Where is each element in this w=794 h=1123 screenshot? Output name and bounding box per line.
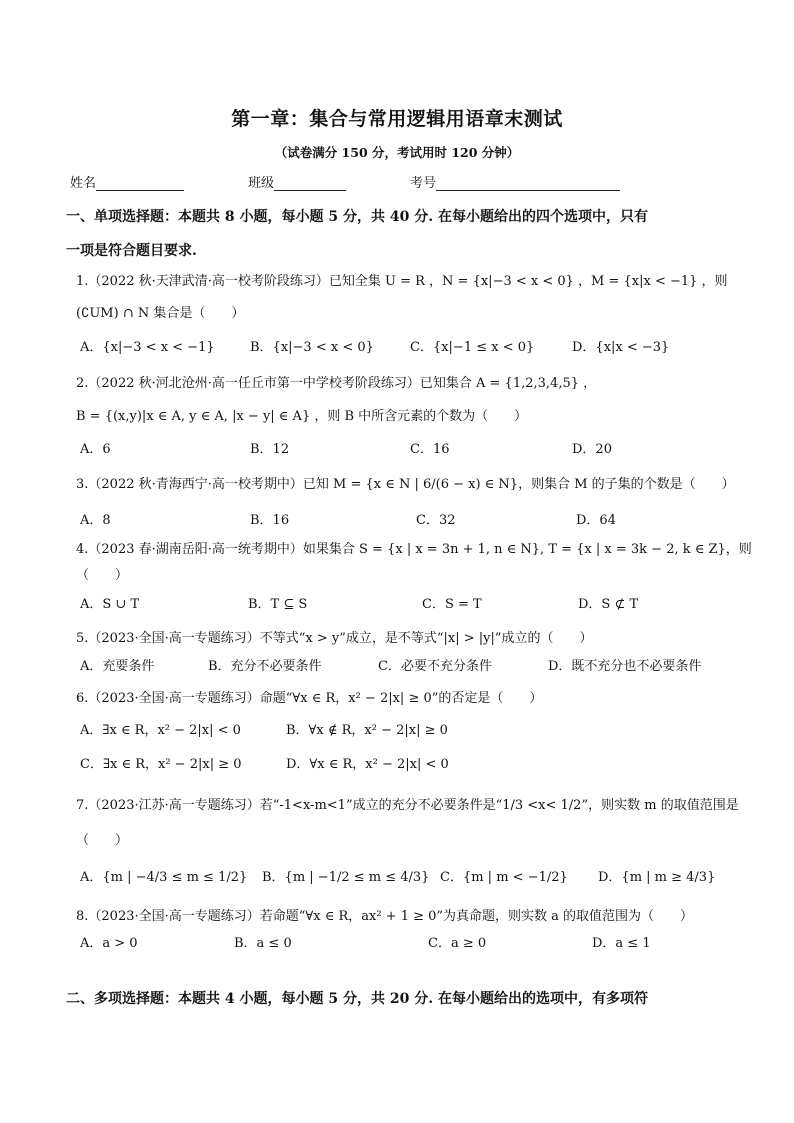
q1-option-d[interactable]: D．{x|x < −3} — [572, 340, 670, 355]
section2-heading-line1: 二、多项选择题：本题共 4 小题，每小题 5 分，共 20 分. 在每小题给出的选项中，有多项符 — [66, 991, 648, 1007]
q4-option-a[interactable]: A．S ∪ T — [80, 597, 140, 612]
exam-subtitle: （试卷满分 150 分，考试用时 120 分钟） — [274, 145, 520, 160]
q8-option-d[interactable]: D．a ≤ 1 — [592, 936, 651, 951]
number-blank[interactable] — [436, 176, 620, 191]
page-title: 第一章：集合与常用逻辑用语章末测试 — [231, 108, 563, 130]
q6-option-d[interactable]: D．∀x ∈ R，x² − 2|x| < 0 — [286, 757, 449, 772]
q1-stem-line2: (∁UM) ∩ N 集合是（ ） — [76, 306, 245, 321]
q8-option-b[interactable]: B．a ≤ 0 — [234, 936, 292, 951]
q4-option-d[interactable]: D．S ⊄ T — [578, 597, 639, 612]
q2-option-a[interactable]: A．6 — [80, 442, 111, 457]
number-label: 考号 — [410, 176, 437, 191]
class-field[interactable] — [248, 172, 346, 191]
q1-option-a[interactable]: A．{x|−3 < x < −1} — [80, 340, 215, 355]
q4-stem-line2: （ ） — [76, 568, 129, 583]
q3-option-a[interactable]: A．8 — [80, 513, 111, 528]
class-label: 班级 — [248, 176, 275, 191]
q2-stem-line1: 2.（2022 秋·河北沧州·高一任丘市第一中学校考阶段练习）已知集合 A = {1,2,3,4,5} ， — [76, 376, 597, 391]
q5-stem-line1: 5.（2023·全国·高一专题练习）不等式“x > y”成立，是不等式“|x| > |y|”成立的（ ） — [76, 631, 593, 646]
name-label: 姓名 — [70, 176, 97, 191]
q8-stem-line1: 8.（2023·全国·高一专题练习）若命题“∀x ∈ R，ax² + 1 ≥ 0”为真命题，则实数 a 的取值范围为（ ） — [76, 909, 694, 924]
q6-option-c[interactable]: C．∃x ∈ R，x² − 2|x| ≥ 0 — [80, 757, 242, 772]
name-field[interactable] — [70, 172, 184, 191]
q8-option-a[interactable]: A．a > 0 — [80, 936, 138, 951]
q4-option-c[interactable]: C．S = T — [422, 597, 482, 612]
q4-stem-line1: 4.（2023 春·湖南岳阳·高一统考期中）如果集合 S = {x | x = 3n + 1, n ∈ N}, T = {x | x = 3k − 2, k ∈ Z}，则 — [76, 542, 752, 557]
q1-option-b[interactable]: B．{x|−3 < x < 0} — [250, 340, 374, 355]
q3-option-d[interactable]: D．64 — [576, 513, 616, 528]
name-blank[interactable] — [96, 176, 184, 191]
q2-option-d[interactable]: D．20 — [572, 442, 612, 457]
class-blank[interactable] — [274, 176, 346, 191]
q2-option-b[interactable]: B．12 — [250, 442, 290, 457]
q4-option-b[interactable]: B．T ⊆ S — [248, 597, 308, 612]
q6-stem-line1: 6.（2023·全国·高一专题练习）命题“∀x ∈ R，x² − 2|x| ≥ 0”的否定是（ ） — [76, 691, 543, 706]
q3-option-b[interactable]: B．16 — [250, 513, 290, 528]
section1-heading-line1: 一、单项选择题：本题共 8 小题，每小题 5 分，共 40 分. 在每小题给出的四个选项中，只有 — [66, 209, 648, 225]
q1-option-c[interactable]: C．{x|−1 ≤ x < 0} — [410, 340, 535, 355]
q3-option-c[interactable]: C．32 — [416, 513, 456, 528]
q3-stem-line1: 3.（2022 秋·青海西宁·高一校考期中）已知 M = {x ∈ N | 6/(6 − x) ∈ N}，则集合 M 的子集的个数是（ ） — [76, 477, 735, 492]
section1-heading-line2: 一项是符合题目要求. — [66, 243, 197, 259]
q5-option-c[interactable]: C．必要不充分条件 — [378, 659, 492, 674]
q5-option-b[interactable]: B．充分不必要条件 — [208, 659, 322, 674]
q7-option-c[interactable]: C．{m | m < −1/2} — [440, 870, 568, 885]
q7-option-d[interactable]: D．{m | m ≥ 4/3} — [598, 870, 716, 885]
q7-stem-line1: 7.（2023·江苏·高一专题练习）若“-1<x-m<1”成立的充分不必要条件是“1/3 <x< 1/2”，则实数 m 的取值范围是 — [76, 798, 739, 813]
q6-option-a[interactable]: A．∃x ∈ R，x² − 2|x| < 0 — [80, 723, 241, 738]
q7-option-a[interactable]: A．{m | −4/3 ≤ m ≤ 1/2} — [80, 870, 248, 885]
q6-option-b[interactable]: B．∀x ∉ R，x² − 2|x| ≥ 0 — [286, 723, 448, 738]
q1-stem-line1: 1.（2022 秋·天津武清·高一校考阶段练习）已知全集 U = R ，N = {x|−3 < x < 0} ，M = {x|x < −1} ，则 — [76, 274, 728, 289]
q2-option-c[interactable]: C．16 — [410, 442, 450, 457]
q5-option-d[interactable]: D．既不充分也不必要条件 — [548, 659, 702, 674]
q7-stem-line2: （ ） — [76, 833, 129, 848]
q2-stem-line2: B = {(x,y)|x ∈ A, y ∈ A, |x − y| ∈ A} ，则 B 中所含元素的个数为（ ） — [76, 409, 528, 424]
number-field[interactable] — [410, 172, 620, 191]
q5-option-a[interactable]: A．充要条件 — [80, 659, 155, 674]
q7-option-b[interactable]: B．{m | −1/2 ≤ m ≤ 4/3} — [262, 870, 430, 885]
q8-option-c[interactable]: C．a ≥ 0 — [428, 936, 487, 951]
